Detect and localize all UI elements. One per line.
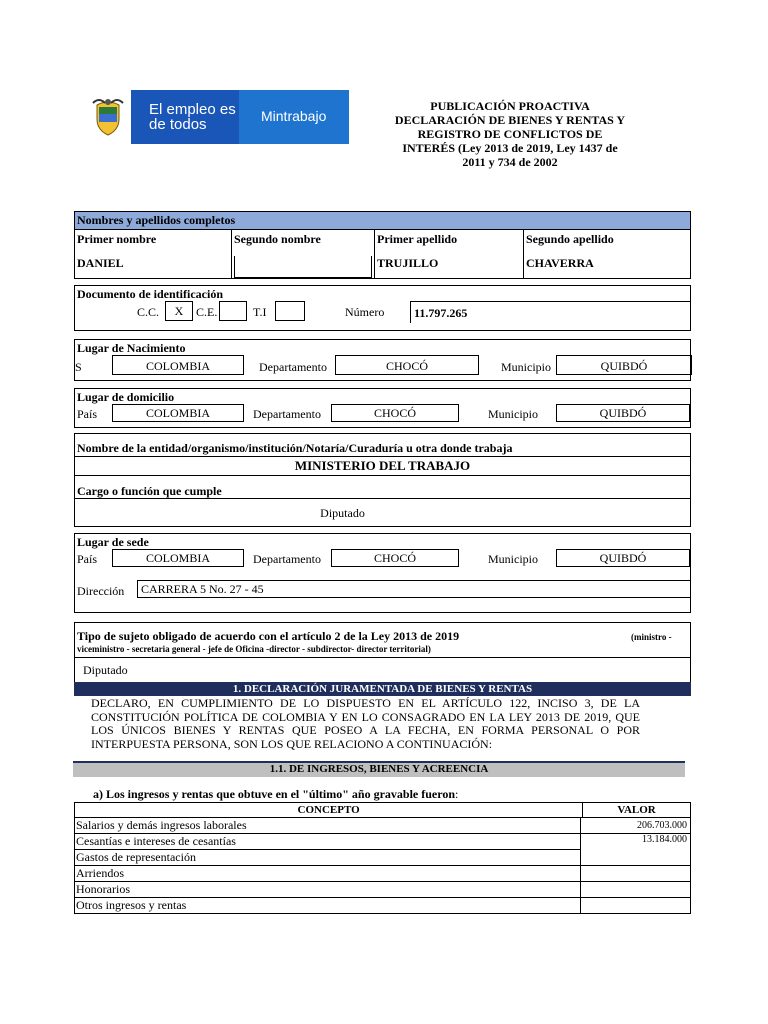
valor-column-header: VALOR <box>583 803 691 818</box>
sede-departamento-label: Departamento <box>253 552 321 566</box>
valor-cell <box>581 850 691 866</box>
table-header-row <box>75 803 691 818</box>
sede-departamento-field[interactable]: CHOCÓ <box>331 549 459 567</box>
domicilio-municipio-field[interactable]: QUIBDÓ <box>556 404 690 422</box>
entidad-section <box>74 433 691 527</box>
segundo-nombre-value <box>234 256 372 278</box>
valor-cell <box>581 882 691 898</box>
sujeto-note-b: viceministro - secretaria general - jefe de Oficina -director - subdirector- director territorial) <box>77 644 431 654</box>
ingresos-table <box>74 802 691 914</box>
sede-section <box>74 533 691 613</box>
cargo-value: Diputado <box>320 506 365 520</box>
document-title: PUBLICACIÓN PROACTIVA DECLARACIÓN DE BIENES Y RENTAS Y REGISTRO DE CONFLICTOS DE INTERÉS (Ley 2013 de 2019, Ley 1437 de 2011 y 734 de 2002 <box>394 99 626 169</box>
concepto-cell: Arriendos <box>75 866 581 882</box>
domicilio-pais-field[interactable]: COLOMBIA <box>112 404 244 422</box>
ce-label: C.E. <box>196 305 218 319</box>
nacimiento-departamento-label: Departamento <box>259 360 327 374</box>
colombia-shield-icon <box>85 90 131 144</box>
domicilio-pais-label: País <box>77 407 98 421</box>
primer-apellido-value: TRUJILLO <box>377 256 439 270</box>
declaracion-header: 1. DECLARACIÓN JURAMENTADA DE BIENES Y RENTAS <box>74 682 691 696</box>
ingresos-header: 1.1. DE INGRESOS, BIENES Y ACREENCIA <box>73 763 685 777</box>
direccion-field[interactable]: CARRERA 5 No. 27 - 45 <box>137 580 690 598</box>
domicilio-departamento-field[interactable]: CHOCÓ <box>331 404 459 422</box>
segundo-apellido-label: Segundo apellido <box>526 232 614 246</box>
domicilio-label: Lugar de domicilio <box>77 390 175 404</box>
sujeto-note-a: (ministro - <box>631 632 672 642</box>
nacimiento-municipio-label: Municipio <box>501 360 551 374</box>
document-label: Documento de identificación <box>77 287 223 301</box>
sede-municipio-label: Municipio <box>488 552 538 566</box>
primer-nombre-value: DANIEL <box>77 256 124 270</box>
nacimiento-pais-label: S <box>75 360 82 374</box>
table-row <box>75 882 691 898</box>
primer-nombre-label: Primer nombre <box>77 232 157 246</box>
concepto-cell: Salarios y demás ingresos laborales <box>75 818 581 834</box>
segundo-apellido-value: CHAVERRA <box>526 256 594 270</box>
names-section <box>74 211 691 279</box>
cc-checkbox[interactable]: X <box>165 301 193 321</box>
concepto-column-header: CONCEPTO <box>75 803 583 818</box>
entidad-label: Nombre de la entidad/organismo/institución/Notaría/Curaduría u otra donde trabaja <box>77 441 513 455</box>
numero-label: Número <box>345 305 385 319</box>
ingresos-subtitle: a) Los ingresos y rentas que obtuve en el "último" año gravable fueron: <box>93 787 459 801</box>
entidad-value: MINISTERIO DEL TRABAJO <box>75 456 690 476</box>
nacimiento-label: Lugar de Nacimiento <box>77 341 186 355</box>
sede-pais-label: País <box>77 552 98 566</box>
ti-label: T.I <box>253 305 267 319</box>
nacimiento-section <box>74 339 691 381</box>
sede-municipio-field[interactable]: QUIBDÓ <box>556 549 690 567</box>
domicilio-municipio-label: Municipio <box>488 407 538 421</box>
concepto-cell: Honorarios <box>75 882 581 898</box>
concepto-cell: Otros ingresos y rentas <box>75 898 581 914</box>
table-row <box>75 866 691 882</box>
ce-checkbox[interactable] <box>219 301 247 321</box>
sede-pais-field[interactable]: COLOMBIA <box>112 549 244 567</box>
sujeto-value: Diputado <box>83 663 128 677</box>
nacimiento-municipio-field[interactable]: QUIBDÓ <box>556 355 692 375</box>
segundo-nombre-label: Segundo nombre <box>234 232 321 246</box>
cc-label: C.C. <box>137 305 160 319</box>
logo-ministry-name: Mintrabajo <box>261 108 327 124</box>
mintrabajo-logo <box>85 90 349 144</box>
names-header: Nombres y apellidos completos <box>75 212 690 230</box>
document-section <box>74 285 691 331</box>
domicilio-departamento-label: Departamento <box>253 407 321 421</box>
concepto-cell: Gastos de representación <box>75 850 581 866</box>
nacimiento-pais-field[interactable]: COLOMBIA <box>112 355 244 375</box>
primer-apellido-label: Primer apellido <box>377 232 458 246</box>
sujeto-label: Tipo de sujeto obligado de acuerdo con el artículo 2 de la Ley 2013 de 2019 <box>77 629 460 643</box>
nacimiento-departamento-field[interactable]: CHOCÓ <box>335 355 479 375</box>
cargo-label: Cargo o función que cumple <box>77 484 222 498</box>
domicilio-section <box>74 388 691 428</box>
valor-cell: 13.184.000 <box>581 834 691 850</box>
sede-label: Lugar de sede <box>77 535 149 549</box>
valor-cell <box>581 866 691 882</box>
table-row <box>75 850 691 866</box>
table-row <box>75 898 691 914</box>
direccion-label: Dirección <box>77 584 125 598</box>
table-row <box>75 834 691 850</box>
valor-cell: 206.703.000 <box>581 818 691 834</box>
concepto-cell: Cesantías e intereses de cesantías <box>75 834 581 850</box>
declaracion-text: DECLARO, EN CUMPLIMIENTO DE LO DISPUESTO EN EL ARTÍCULO 122, INCISO 3, DE LA CONSTITUCIÓN POLÍTICA DE COLOMBIA Y EN LO CONSAGRADO EN LA LEY 2013 DE 2019, QUE LOS ÚNICOS BIENES Y RENTAS QUE POSEO A LA FECHA, EN FORMA PERSONAL O POR INTERPUESTA PERSONA, SON LOS QUE RELACIONO A CONTINUACIÓN: <box>91 696 640 751</box>
sujeto-section <box>74 622 691 683</box>
numero-field[interactable]: 11.797.265 <box>410 301 691 323</box>
valor-cell <box>581 898 691 914</box>
logo-slogan: El empleo es de todos <box>131 90 239 144</box>
ti-checkbox[interactable] <box>275 301 305 321</box>
table-row <box>75 818 691 834</box>
